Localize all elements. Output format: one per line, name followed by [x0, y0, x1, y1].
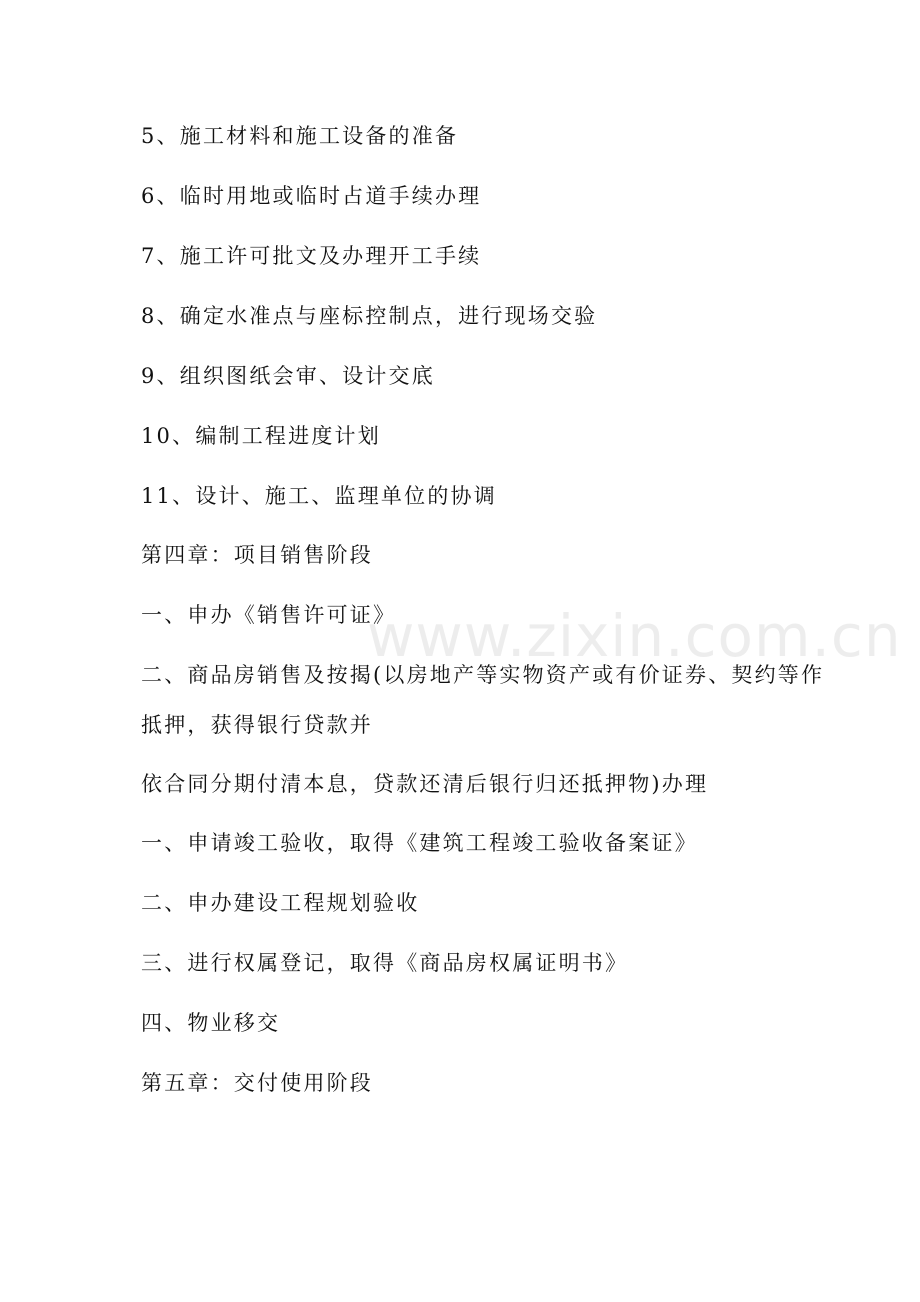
list-item-mortgage: 二、商品房销售及按揭(以房地产等实物资产或有价证券、契约等作	[141, 663, 825, 687]
list-item-property-handover: 四、物业移交	[141, 1011, 281, 1035]
list-item-temporary-land: 6、临时用地或临时占道手续办理	[141, 184, 482, 208]
chapter-heading-sales: 第四章：项目销售阶段	[141, 543, 373, 567]
list-item-coordination: 11、设计、施工、监理单位的协调	[141, 484, 497, 508]
list-item-completion-acceptance: 一、申请竣工验收，取得《建筑工程竣工验收备案证》	[141, 831, 698, 855]
list-item-sales-permit: 一、申办《销售许可证》	[141, 603, 397, 627]
list-item-material-prep: 5、施工材料和施工设备的准备	[141, 124, 459, 148]
watermark: www.zixin.com.cn	[367, 602, 902, 670]
list-item-ownership-registration: 三、进行权属登记，取得《商品房权属证明书》	[141, 951, 629, 975]
list-item-mortgage-cont1: 抵押，获得银行贷款并	[141, 713, 373, 737]
list-item-benchmark-control: 8、确定水准点与座标控制点，进行现场交验	[141, 304, 598, 328]
list-item-schedule-plan: 10、编制工程进度计划	[141, 424, 381, 448]
chapter-heading-delivery: 第五章：交付使用阶段	[141, 1071, 373, 1095]
list-item-construction-permit: 7、施工许可批文及办理开工手续	[141, 244, 482, 268]
list-item-drawing-review: 9、组织图纸会审、设计交底	[141, 364, 435, 388]
list-item-planning-acceptance: 二、申办建设工程规划验收	[141, 891, 420, 915]
list-item-mortgage-cont2: 依合同分期付清本息，贷款还清后银行归还抵押物)办理	[141, 772, 709, 796]
